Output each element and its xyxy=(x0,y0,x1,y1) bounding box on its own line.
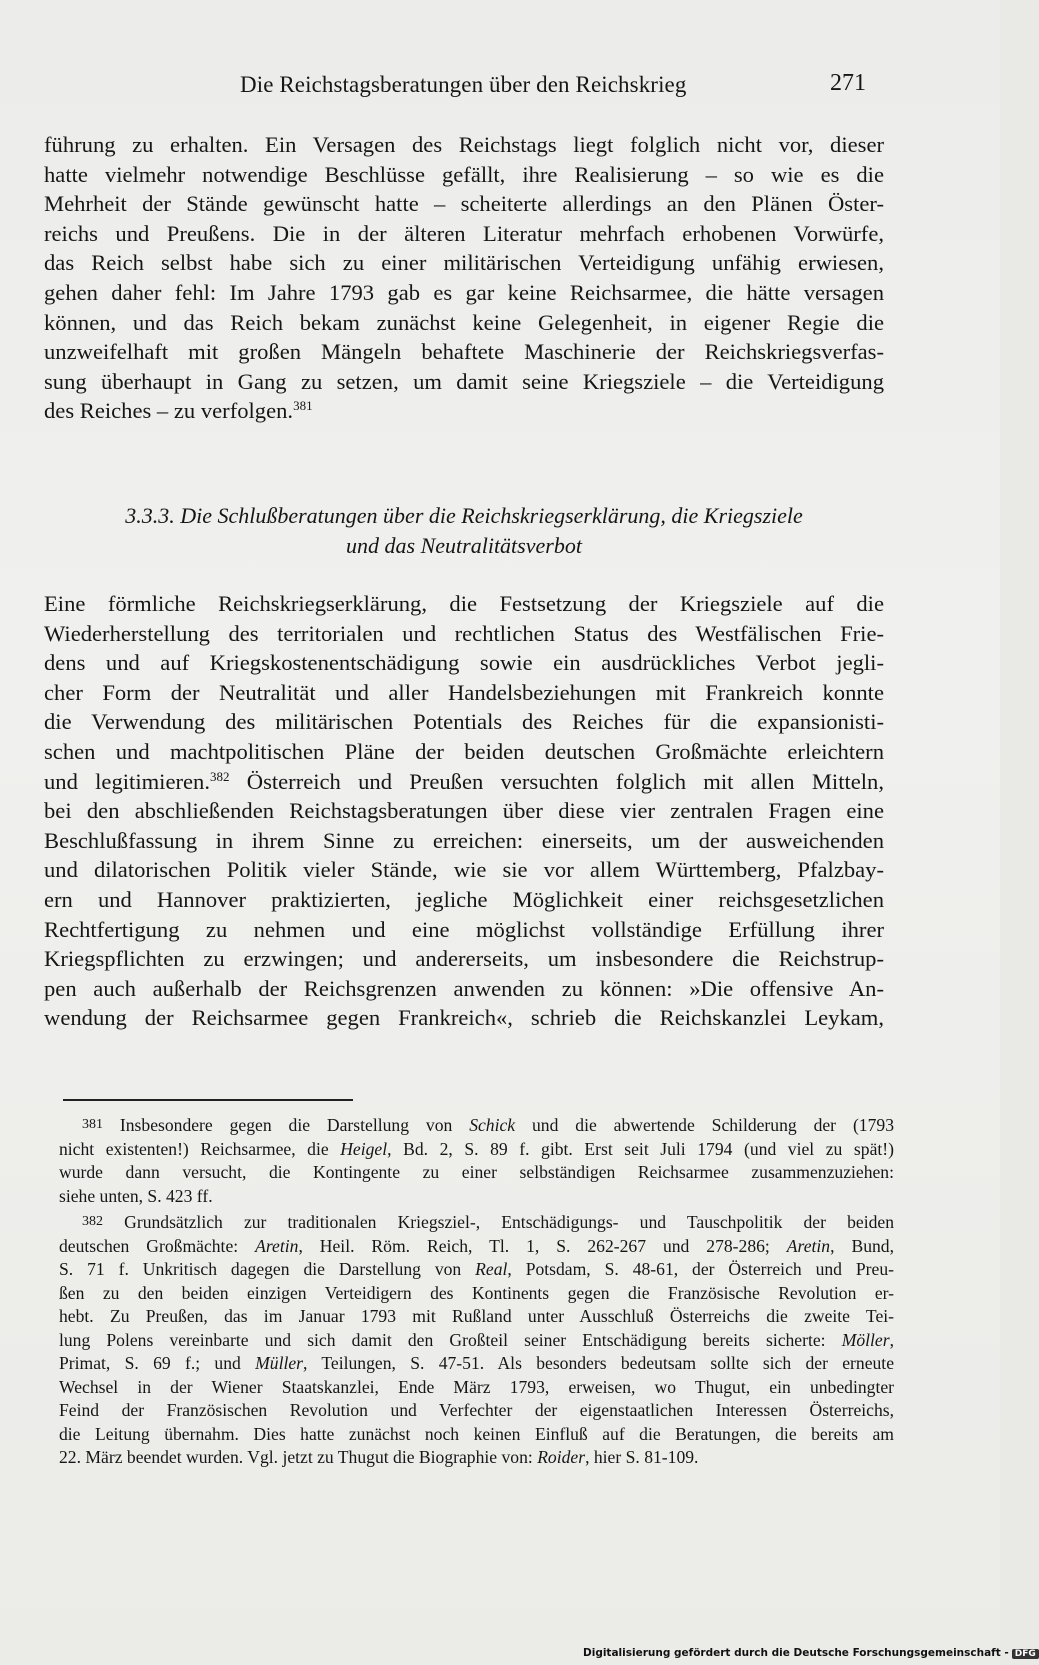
paragraph-line: die Verwendung des militärischen Potentials des Reiches für die expansionisti- xyxy=(44,709,884,735)
paragraph-line: führung zu erhalten. Ein Versagen des Reichstags liegt folglich nicht vor, dieser xyxy=(44,132,884,157)
paragraph-line: Rechtfertigung zu nehmen und eine möglichst vollständige Erfüllung ihrer xyxy=(44,916,884,942)
paragraph-line: Kriegspflichten zu erzwingen; und andererseits, um insbesondere die Reichstrup- xyxy=(44,946,884,972)
paragraph-line: bei den abschließenden Reichstagsberatungen über diese vier zentralen Fragen eine xyxy=(44,798,884,824)
paragraph-line: unzweifelhaft mit großen Mängeln behaftete Maschinerie der Reichskriegsverfas- xyxy=(44,339,884,365)
paragraph-line-text: und legitimieren. xyxy=(44,768,210,794)
running-head: Die Reichstagsberatungen über den Reichskrieg xyxy=(240,72,687,97)
paragraph-line: Mehrheit der Stände gewünscht hatte – scheiterte allerdings an den Plänen Öster- xyxy=(44,191,884,217)
footnote-line: wurde dann versucht, die Kontingente zu einer selbständigen Reichsarmee zusammenzuziehen: xyxy=(59,1162,894,1182)
author-name: Müller xyxy=(255,1353,304,1373)
section-heading xyxy=(44,501,884,561)
paragraph-line: gehen daher fehl: Im Jahre 1793 gab es gar keine Reichsarmee, die hätte versagen xyxy=(44,279,884,305)
digitization-credit xyxy=(583,1647,1039,1659)
paragraph-line: wendung der Reichsarmee gegen Frankreich«, schrieb die Reichskanzlei Leykam, xyxy=(44,1005,884,1031)
footnote-divider xyxy=(63,1099,353,1101)
footnote-line: siehe unten, S. 423 ff. xyxy=(59,1185,213,1206)
footnote-text: 22. März beendet wurden. Vgl. jetzt zu Thugut die Biographie von: xyxy=(59,1447,538,1467)
footnote-text: deutschen Großmächte: xyxy=(59,1235,256,1256)
footnote-number: 381 xyxy=(82,1117,103,1132)
paragraph-line-text: des Reiches – zu verfolgen. xyxy=(44,398,294,424)
paragraph-line: cher Form der Neutralität und aller Handelsbeziehungen mit Frankreich konnte xyxy=(44,679,884,705)
footnote-line xyxy=(59,1446,894,1470)
paragraph-line: sung überhaupt in Gang zu setzen, um damit seine Kriegsziele – die Verteidigung xyxy=(44,368,884,394)
paragraph-2 xyxy=(44,589,884,1033)
paragraph-line: dens und auf Kriegskostenentschädigung sowie ein ausdrückliches Verbot jegli- xyxy=(44,650,884,676)
author-name: Real xyxy=(475,1259,508,1279)
footnote-text: lung Polens vereinbarte und sich damit den Großteil seiner Entschädigung bereits sicherte: xyxy=(59,1329,842,1350)
footnote-text: Primat, S. 69 f.; und xyxy=(59,1353,256,1373)
paragraph-line: pen auch außerhalb der Reichsgrenzen anwenden zu können: »Die offensive An- xyxy=(44,975,884,1001)
paragraph-line: Eine förmliche Reichskriegserklärung, die Festsetzung der Kriegsziele auf die xyxy=(44,591,884,616)
footnote-line xyxy=(59,1113,894,1138)
footnote-text: , Heil. Röm. Reich, Tl. 1, S. 262-267 und 278-286; xyxy=(298,1235,787,1256)
dfg-logo: DFG xyxy=(1012,1649,1039,1659)
paragraph-line xyxy=(44,396,884,426)
author-name: Aretin xyxy=(255,1235,299,1256)
paragraph-line-text: Österreich und Preußen versuchten folglich mit allen Mitteln, xyxy=(229,768,884,794)
footnote-line xyxy=(59,1352,894,1376)
footnote-line xyxy=(59,1329,894,1353)
footnote-line xyxy=(59,1138,894,1162)
footnote-text: Grundsätzlich zur traditionalen Kriegsziel-, Entschädigungs- und Tauschpolitik der beiden xyxy=(103,1212,894,1232)
page-number: 271 xyxy=(830,70,866,96)
footnote-line: hebt. Zu Preußen, das im Januar 1793 mit Rußland unter Ausschluß Österreichs die zweite Tei- xyxy=(59,1306,894,1326)
paragraph-line: und dilatorischen Politik vieler Stände, wie sie vor allem Württemberg, Pfalzbay- xyxy=(44,857,884,883)
paragraph-1 xyxy=(44,130,884,426)
section-heading-line-1: 3.3.3. Die Schlußberatungen über die Reichskriegserklärung, die Kriegsziele xyxy=(125,503,803,528)
paragraph-line: können, und das Reich bekam zunächst keine Gelegenheit, in eigener Regie die xyxy=(44,309,884,335)
footnote-text: , xyxy=(889,1329,894,1350)
footnote-text: , Bd. 2, S. 89 f. gibt. Erst seit Juli 1794 (und viel zu spät!) xyxy=(387,1138,894,1159)
footnote-text: nicht existenten!) Reichsarmee, die xyxy=(59,1138,341,1159)
footnote-text: , Teilungen, S. 47-51. Als besonders bedeutsam sollte sich der erneute xyxy=(303,1353,894,1373)
author-name: Roider xyxy=(537,1447,586,1467)
footnote-line: ßen zu den beiden einzigen Verteidigern des Kontinents gegen die Französische Revolution er- xyxy=(59,1282,894,1303)
footnote-text: S. 71 f. Unkritisch dagegen die Darstellung von xyxy=(59,1259,476,1279)
paragraph-line: reichs und Preußens. Die in der älteren Literatur mehrfach erhobenen Vorwürfe, xyxy=(44,220,884,246)
footnote-text: und die abwertende Schilderung der (1793 xyxy=(515,1115,894,1135)
footnote-text: Insbesondere gegen die Darstellung von xyxy=(103,1115,470,1135)
footnote-reference-382[interactable]: 382 xyxy=(209,768,230,784)
author-name: Heigel xyxy=(340,1138,388,1159)
footnote-382 xyxy=(59,1210,894,1470)
credit-text: Digitalisierung gefördert durch die Deutsche Forschungsgemeinschaft - xyxy=(583,1647,1009,1659)
footnote-reference-381[interactable]: 381 xyxy=(293,398,313,414)
author-name: Aretin xyxy=(786,1235,831,1256)
footnote-text: , Potsdam, S. 48-61, der Österreich und Preu- xyxy=(507,1259,894,1279)
footnote-line xyxy=(59,1235,894,1259)
paragraph-line: das Reich selbst habe sich zu einer militärischen Verteidigung unfähig erwiesen, xyxy=(44,250,884,276)
footnote-line xyxy=(59,1210,894,1235)
paragraph-line xyxy=(44,767,884,797)
footnote-number: 382 xyxy=(82,1214,103,1229)
paragraph-line: Beschlußfassung in ihrem Sinne zu erreichen: einerseits, um der ausweichenden xyxy=(44,827,884,853)
paragraph-line: hatte vielmehr notwendige Beschlüsse gefällt, ihre Realisierung – so wie es die xyxy=(44,161,884,187)
footnote-381 xyxy=(59,1113,894,1208)
section-heading-line-2: und das Neutralitätsverbot xyxy=(346,533,582,558)
paragraph-line: schen und machtpolitischen Pläne der beiden deutschen Großmächte erleichtern xyxy=(44,738,884,764)
footnote-line: Wechsel in der Wiener Staatskanzlei, Ende März 1793, erweisen, wo Thugut, ein unbedingter xyxy=(59,1376,894,1397)
footnote-line: die Leitung übernahm. Dies hatte zunächst noch keinen Einfluß auf die Beratungen, die bereits am xyxy=(59,1423,894,1444)
author-name: Möller xyxy=(841,1329,890,1350)
footnote-line: Feind der Französischen Revolution und Verfechter der eigenstaatlichen Interessen Österreichs, xyxy=(59,1400,894,1420)
author-name: Schick xyxy=(469,1115,516,1135)
footnote-text: , Bund, xyxy=(830,1235,894,1256)
paragraph-line: Wiederherstellung des territorialen und rechtlichen Status des Westfälischen Frie- xyxy=(44,620,884,646)
footnote-text: , hier S. 81-109. xyxy=(585,1447,699,1467)
footnote-line xyxy=(59,1258,894,1282)
paragraph-line: ern und Hannover praktizierten, jegliche Möglichkeit einer reichsgesetzlichen xyxy=(44,886,884,912)
